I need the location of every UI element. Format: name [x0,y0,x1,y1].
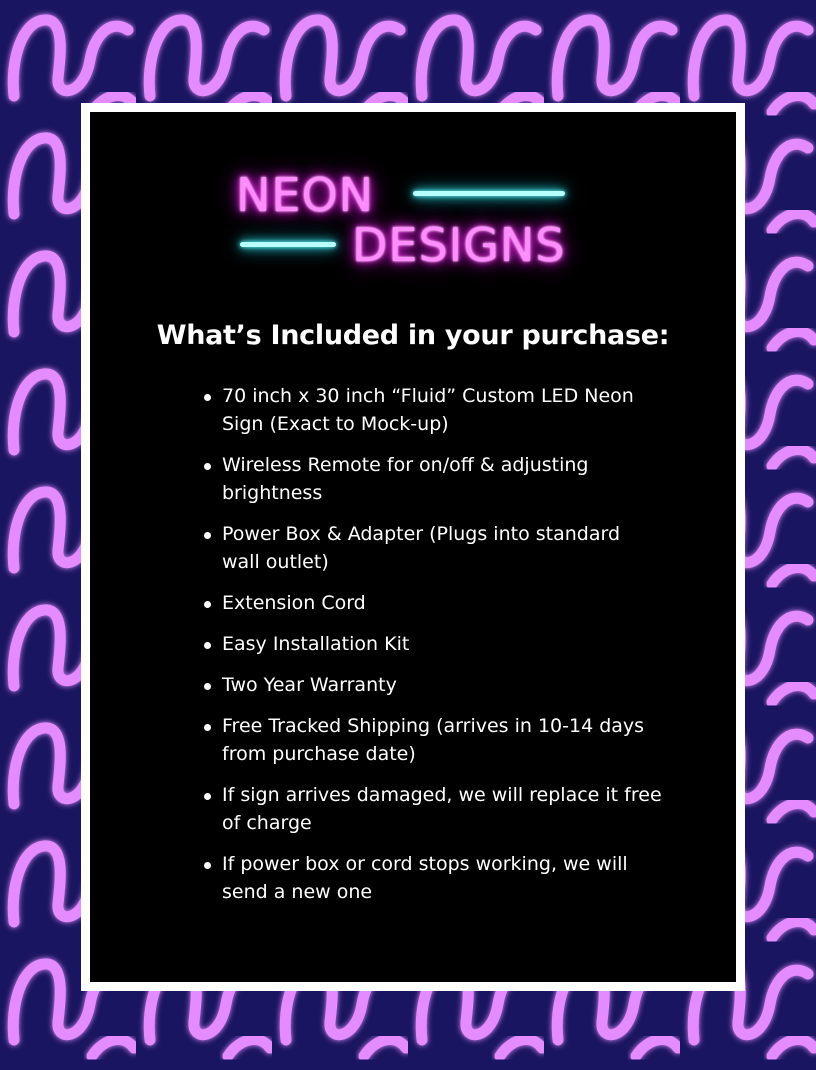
page-title: What’s Included in your purchase: [156,320,670,351]
included-items-list [204,382,662,919]
bullet-icon [204,642,211,649]
list-item [204,589,662,617]
list-item [204,781,662,837]
bullet-icon [204,394,211,401]
logo-word-neon: NEON [236,168,375,222]
list-item-text: 70 inch x 30 inch “Fluid” Custom LED Neon Sign (Exact to Mock-up) [222,385,634,435]
list-item-text: Two Year Warranty [222,674,397,696]
list-item-text: If power box or cord stops working, we will send a new one [222,853,628,903]
bullet-icon [204,793,211,800]
neon-designs-logo [228,158,588,282]
list-item-text: Wireless Remote for on/off & adjusting brightness [222,454,589,504]
logo-word-designs: DESIGNS [352,218,566,272]
bullet-icon [204,724,211,731]
list-item [204,850,662,906]
list-item-text: Easy Installation Kit [222,633,410,655]
bullet-icon [204,862,211,869]
list-item-text: If sign arrives damaged, we will replace it free of charge [222,784,662,834]
bullet-icon [204,532,211,539]
list-item [204,382,662,438]
bullet-icon [204,683,211,690]
list-item-text: Free Tracked Shipping (arrives in 10-14 days from purchase date) [222,715,645,765]
logo-cyan-bar-top [413,191,565,196]
bullet-icon [204,463,211,470]
list-item [204,671,662,699]
list-item [204,630,662,658]
list-item [204,451,662,507]
list-item [204,712,662,768]
logo-cyan-bar-bottom [240,242,336,247]
bullet-icon [204,601,211,608]
list-item-text: Extension Cord [222,592,366,614]
list-item-text: Power Box & Adapter (Plugs into standard wall outlet) [222,523,621,573]
list-item [204,520,662,576]
